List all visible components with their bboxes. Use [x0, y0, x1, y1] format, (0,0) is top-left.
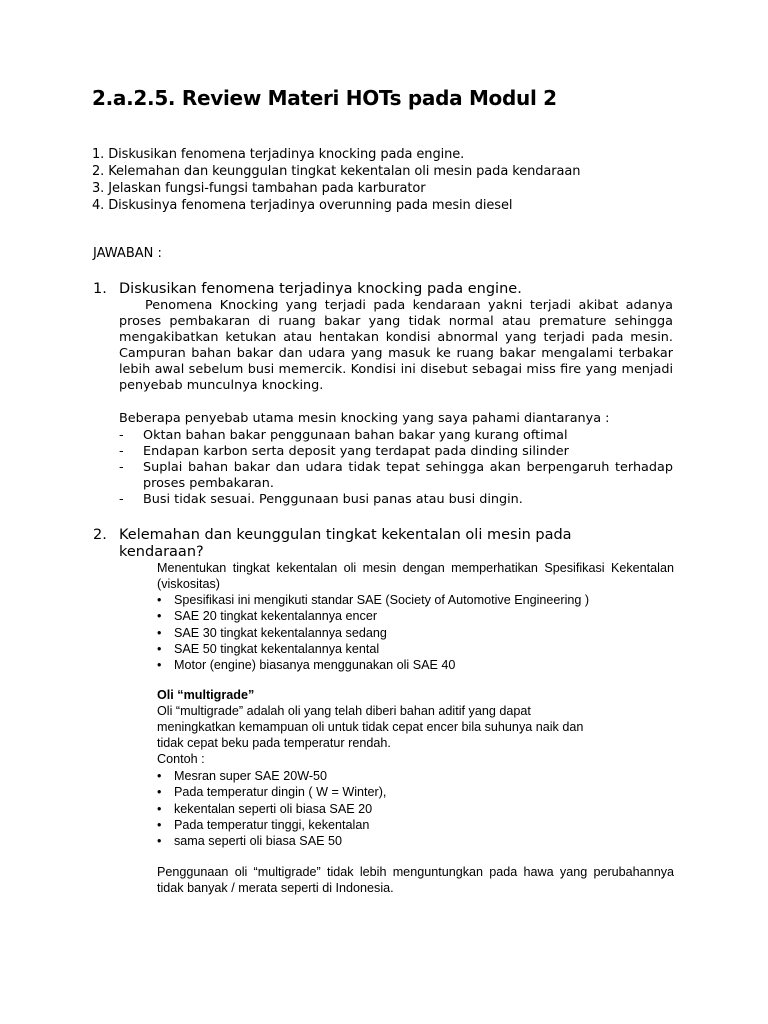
multigrade-title: Oli “multigrade”	[157, 688, 255, 702]
bullet-text: Spesifikasi ini mengikuti standar SAE (Society of Automotive Engineering )	[174, 593, 590, 607]
bullet-marker: •	[157, 625, 162, 640]
multigrade-line: Oli “multigrade” adalah oli yang telah diberi bahan aditif yang dapat	[157, 704, 531, 718]
bullet-marker: •	[157, 593, 162, 607]
bullet-text: Motor (engine) biasanya menggunakan oli SAE 40	[174, 658, 456, 673]
bullet-marker: •	[157, 785, 162, 800]
bullet-marker: •	[157, 769, 162, 783]
sae-bullet-list	[157, 592, 589, 673]
list-item	[157, 625, 589, 641]
list-item	[119, 444, 673, 460]
question-item: 3. Jelaskan fungsi-fungsi tambahan pada karburator	[92, 181, 426, 196]
bullet-text: SAE 30 tingkat kekentalannya sedang	[174, 625, 387, 640]
question-item: 2. Kelemahan dan keunggulan tingkat kekentalan oli mesin pada kendaraan	[92, 164, 581, 179]
question-list	[92, 146, 580, 214]
section-1-heading: Diskusikan fenomena terjadinya knocking pada engine.	[119, 281, 522, 297]
list-item	[119, 428, 673, 444]
causes-intro: Beberapa penyebab utama mesin knocking yang saya pahami diantaranya :	[119, 411, 610, 426]
cause-text: Endapan karbon serta deposit yang terdapat pada dinding silinder	[143, 444, 569, 460]
multigrade-line: meningkatkan kemampuan oli untuk tidak cepat encer bila suhunya naik dan	[157, 720, 584, 734]
list-item	[157, 817, 386, 833]
dash-marker: -	[119, 444, 124, 460]
dash-marker: -	[119, 492, 124, 508]
section-1-number: 1.	[93, 281, 107, 297]
causes-list	[119, 428, 673, 508]
cause-text: Oktan bahan bakar penggunaan bahan bakar yang kurang oftimal	[143, 428, 568, 443]
question-item: 4. Diskusinya fenomena terjadinya overunning pada mesin diesel	[92, 198, 513, 213]
bullet-text: SAE 50 tingkat kekentalannya kental	[174, 641, 380, 656]
list-item	[157, 768, 386, 784]
list-item	[157, 657, 589, 673]
list-item	[119, 460, 673, 492]
cause-text: Suplai bahan bakar dan udara tidak tepat sehingga akan berpengaruh terhadap proses pembakaran.	[143, 460, 673, 492]
contoh-bullet-list	[157, 768, 386, 849]
section-2-intro: Menentukan tingkat kekentalan oli mesin dengan memperhatikan Spesifikasi Kekentalan (viskositas)	[157, 561, 674, 592]
list-item	[119, 492, 673, 508]
bullet-text: Mesran super SAE 20W-50	[174, 769, 328, 783]
bullet-marker: •	[157, 641, 162, 656]
bullet-text: kekentalan seperti oli biasa SAE 20	[174, 801, 373, 816]
section-1-paragraph-text: Penomena Knocking yang terjadi pada kendaraan yakni terjadi akibat adanya proses pembakaran di ruang bakar yang tidak normal atau premature sehingga mengakibatkan ketukan atau hentakan kondisi abnormal yang terjadi pada mesin. Campuran bahan bakar dan udara yang masuk ke ruang bakar mengalami terbakar lebih awal sebelum busi memercik. Kondisi ini disebut sebagai miss fire yang menjadi penyebab munculnya knocking.	[119, 298, 673, 394]
list-item	[157, 801, 386, 817]
dash-marker: -	[119, 460, 124, 476]
contoh-label: Contoh :	[157, 752, 205, 766]
list-item	[157, 833, 386, 849]
bullet-marker: •	[157, 817, 162, 832]
bullet-text: Pada temperatur tinggi, kekentalan	[174, 817, 370, 832]
bullet-text: SAE 20 tingkat kekentalannya encer	[174, 609, 378, 624]
list-item	[157, 608, 589, 624]
list-item	[157, 784, 386, 800]
bullet-marker: •	[157, 834, 162, 849]
closing-paragraph: Penggunaan oli “multigrade” tidak lebih menguntungkan pada hawa yang perubahannya tidak banyak / merata seperti di Indonesia.	[157, 865, 674, 896]
bullet-marker: •	[157, 658, 162, 673]
page-title: 2.a.2.5. Review Materi HOTs pada Modul 2	[92, 86, 557, 110]
dash-marker: -	[119, 428, 124, 443]
jawaban-label: JAWABAN :	[93, 246, 162, 261]
list-item	[157, 641, 589, 657]
section-2-number: 2.	[93, 527, 107, 543]
multigrade-line: tidak cepat beku pada temperatur rendah.	[157, 736, 391, 750]
section-1-paragraph	[119, 298, 673, 395]
bullet-marker: •	[157, 801, 162, 816]
list-item	[157, 592, 589, 608]
bullet-marker: •	[157, 609, 162, 624]
cause-text: Busi tidak sesuai. Penggunaan busi panas atau busi dingin.	[143, 492, 523, 508]
question-item: 1. Diskusikan fenomena terjadinya knocking pada engine.	[92, 147, 465, 162]
bullet-text: Pada temperatur dingin ( W = Winter),	[174, 785, 387, 800]
bullet-text: sama seperti oli biasa SAE 50	[174, 834, 343, 849]
section-2-heading: Kelemahan dan keunggulan tingkat kekentalan oli mesin pada kendaraan?	[119, 527, 572, 560]
